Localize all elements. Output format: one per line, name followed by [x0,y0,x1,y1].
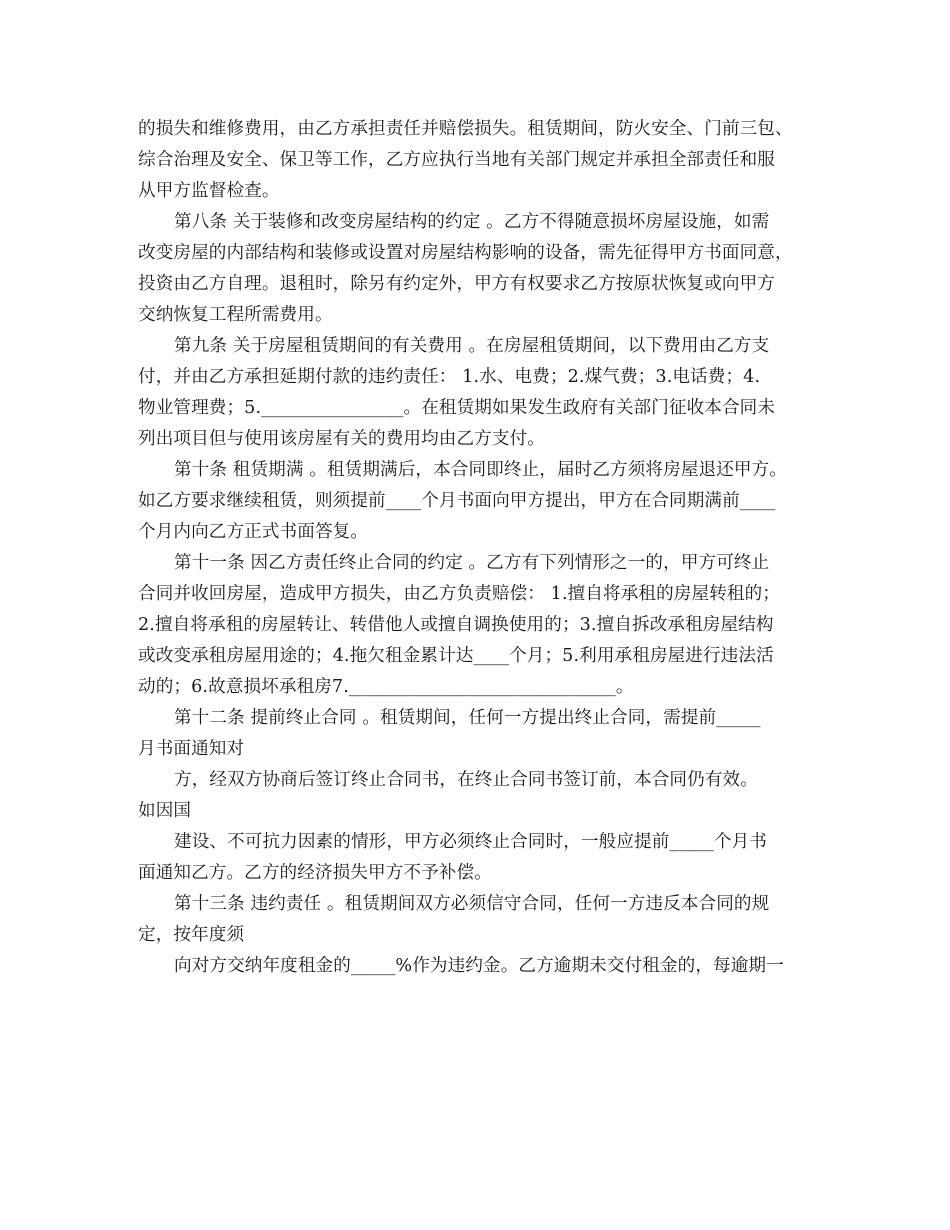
text-line: 第十三条 违约责任 。租赁期间双方必须信守合同，任何一方违反本合同的规 [174,894,770,914]
text-line: 改变房屋的内部结构和装修或设置对房屋结构影响的设备，需先征得甲方书面同意， [138,243,793,263]
text-line: 第十条 租赁期满 。租赁期满后，本合同即终止，届时乙方须将房屋退还甲方。 [174,460,787,480]
text-line: 综合治理及安全、保卫等工作，乙方应执行当地有关部门规定并承担全部责任和服 [138,150,775,170]
text-line: 交纳恢复工程所需费用。 [138,305,333,325]
text-line: 面通知乙方。乙方的经济损失甲方不予补偿。 [138,863,492,883]
text-line: 第九条 关于房屋租赁期间的有关费用 。在房屋租赁期间，以下费用由乙方支 [174,336,770,356]
text-line: 付，并由乙方承担延期付款的违约责任： 1.水、电费；2.煤气费；3.电话费；4. [138,367,761,387]
text-line: 月书面通知对 [138,739,245,759]
text-line: 建设、不可抗力因素的情形，甲方必须终止合同时，一般应提前_____个月书 [174,832,767,852]
text-line: 第十一条 因乙方责任终止合同的约定 。乙方有下列情形之一的，甲方可终止 [174,553,770,573]
text-line: 向对方交纳年度租金的_____%作为违约金。乙方逾期未交付租金的，每逾期一 [174,956,784,976]
text-line: 列出项目但与使用该房屋有关的费用均由乙方支付。 [138,429,545,449]
text-line: 投资由乙方自理。退租时，除另有约定外，甲方有权要求乙方按原状恢复或向甲方 [138,274,775,294]
text-line: 如乙方要求继续租赁，则须提前____个月书面向甲方提出，甲方在合同期满前____ [138,491,776,511]
text-line: 方，经双方协商后签订终止合同书，在终止合同书签订前，本合同仍有效。 [174,770,758,790]
text-line: 2.擅自将承租的房屋转让、转借他人或擅自调换使用的；3.擅自拆改承租房屋结构 [138,615,774,635]
text-line: 如因国 [138,801,192,821]
text-line: 个月内向乙方正式书面答复。 [138,522,369,542]
text-line: 定，按年度须 [138,925,245,945]
text-line: 动的；6.故意损坏承租房7.______________________________。 [138,677,634,697]
text-line: 合同并收回房屋，造成甲方损失，由乙方负责赔偿： 1.擅自将承租的房屋转租的； [138,584,780,604]
text-line: 第八条 关于装修和改变房屋结构的约定 。乙方不得随意损坏房屋设施，如需 [174,212,770,232]
text-line: 的损失和维修费用，由乙方承担责任并赔偿损失。租赁期间，防火安全、门前三包、 [138,119,793,139]
text-line: 或改变承租房屋用途的；4.拖欠租金累计达____个月；5.利用承租房屋进行违法活 [138,646,774,666]
text-line: 第十二条 提前终止合同 。租赁期间，任何一方提出终止合同，需提前_____ [174,708,761,728]
text-line: 从甲方监督检查。 [138,181,280,201]
text-line: 物业管理费；5.________________。在租赁期如果发生政府有关部门征收本合同未 [138,398,776,418]
contract-text-body [138,114,818,982]
